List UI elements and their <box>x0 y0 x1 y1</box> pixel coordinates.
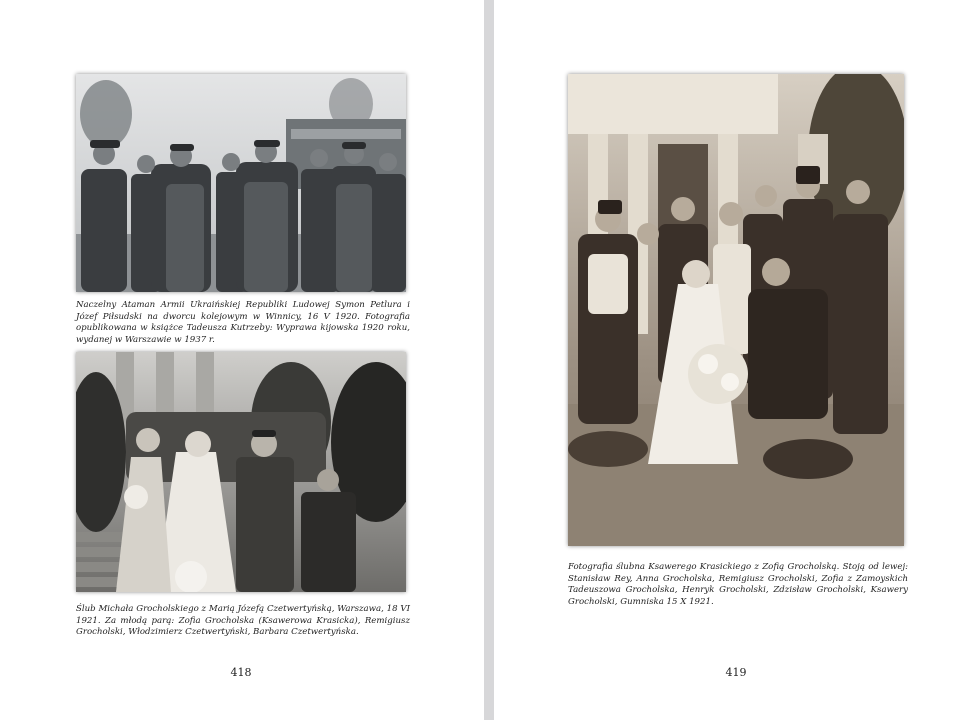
photo-wedding-gumniska <box>568 74 904 546</box>
page-number-right: 419 <box>725 666 747 679</box>
caption-wedding-warsaw: Ślub Michała Grocholskiego z Marią Józefą Czetwertyńską, Warszawa, 18 VI 1921. Za młodą parą: Zofia Grocholska (Ksawerowa Krasicka), Remigiusz Grocholski, Włodzimierz Czetwertyński, Barbara Czetwertyńska. <box>76 604 410 638</box>
book-gutter <box>484 0 494 720</box>
page-number-left: 418 <box>230 666 252 679</box>
caption-petlura-pilsudski: Naczelny Ataman Armii Ukraińskiej Republiki Ludowej Symon Petlura i Józef Piłsudski na dworcu kolejowym w Winnicy, 16 V 1920. Fotografia opublikowana w książce Tadeusza Kutrzeby: Wyprawa kijowska 1920 roku, wydanej w Warszawie w 1937 r. <box>76 300 410 345</box>
photo-icon <box>76 74 406 292</box>
photo-icon <box>568 74 904 546</box>
photo-icon <box>76 352 406 592</box>
right-page <box>494 0 978 720</box>
photo-wedding-warsaw <box>76 352 406 592</box>
left-page <box>0 0 484 720</box>
photo-petlura-pilsudski <box>76 74 406 292</box>
caption-wedding-gumniska: Fotografia ślubna Ksawerego Krasickiego z Zofią Grocholską. Stoją od lewej: Stanisław Rey, Anna Grocholska, Remigiusz Grocholski, Zofia z Zamoyskich Tadeuszowa Grocholska, Henryk Grocholski, Zdzisław Grocholski, Ksawery Grocholski, Gumniska 15 X 1921. <box>568 562 908 607</box>
